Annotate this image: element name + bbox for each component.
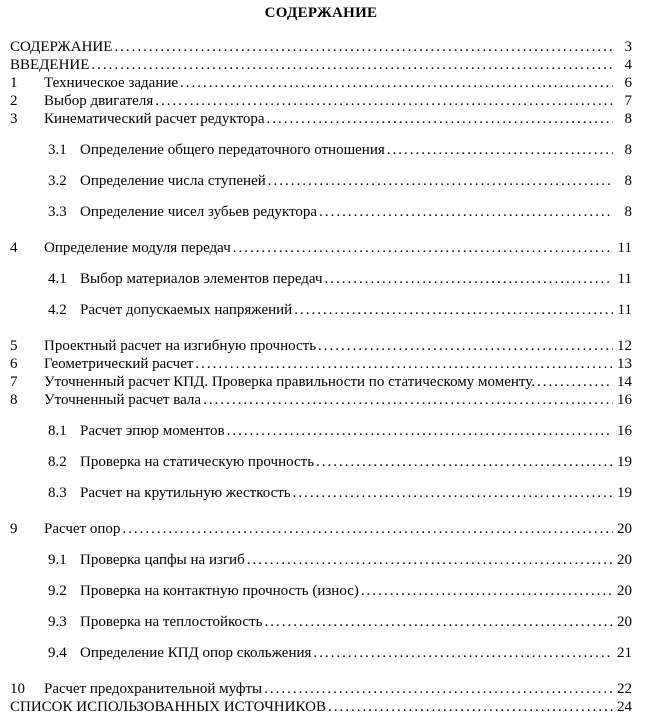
toc-entry-number: 4.1 [48, 271, 67, 287]
toc-entry-label: Определение чисел зубьев редуктора [80, 204, 318, 220]
toc-entry-page: 20 [617, 552, 632, 568]
toc-entry[interactable] [10, 373, 632, 391]
toc-entry-page: 20 [617, 583, 632, 599]
toc-dot-leader [313, 644, 613, 662]
toc-entry-number: 6 [10, 356, 18, 372]
toc-entry-number: 4 [10, 240, 18, 256]
toc-entry[interactable] [10, 203, 632, 221]
toc-entry-page: 19 [617, 454, 632, 470]
toc-entry[interactable] [10, 422, 632, 440]
toc-dot-leader [114, 38, 613, 56]
toc-entry-page: 6 [624, 75, 632, 91]
toc-dot-leader [227, 422, 613, 440]
toc-dot-leader [122, 520, 613, 538]
toc-entry-label: СПИСОК ИСПОЛЬЗОВАННЫХ ИСТОЧНИКОВ [10, 699, 326, 715]
toc-dot-leader [319, 203, 613, 221]
toc-dot-leader [264, 680, 613, 698]
toc-entry-label: Определение общего передаточного отношения [80, 142, 385, 158]
toc-entry[interactable] [10, 520, 632, 538]
toc-entry-page: 7 [624, 93, 632, 109]
toc-dot-leader [328, 698, 613, 716]
toc-entry-label: Проектный расчет на изгибную прочность [44, 338, 317, 354]
toc-dot-leader [293, 484, 613, 502]
toc-dot-leader [294, 301, 613, 319]
toc-entry[interactable] [10, 355, 632, 373]
toc-entry-label: Техническое задание [44, 75, 179, 91]
toc-entry-label: Расчет опор [44, 521, 121, 537]
toc-entry-number: 9 [10, 521, 18, 537]
toc-entry-number: 3 [10, 111, 18, 127]
toc-dot-leader [233, 239, 613, 257]
toc-dot-leader [316, 453, 613, 471]
toc-entry[interactable] [10, 239, 632, 257]
toc-entry-page: 20 [617, 521, 632, 537]
toc-entry-number: 10 [10, 681, 25, 697]
toc-dot-leader [264, 613, 613, 631]
toc-entry[interactable] [10, 74, 632, 92]
toc-entry-page: 12 [617, 338, 632, 354]
toc-entry-page: 13 [617, 356, 632, 372]
toc-entry-label: Расчет эпюр моментов [80, 423, 225, 439]
toc-entry-number: 3.3 [48, 204, 67, 220]
toc-entry-label: Расчет на крутильную жесткость [80, 485, 291, 501]
toc-dot-leader [318, 337, 613, 355]
toc-entry-number: 3.2 [48, 173, 67, 189]
toc-entry-page: 8 [624, 173, 632, 189]
toc-entry-page: 24 [617, 699, 632, 715]
toc-dot-leader [203, 391, 613, 409]
toc-entry-number: 5 [10, 338, 18, 354]
toc-entry-label: ВВЕДЕНИЕ [10, 57, 90, 73]
toc-entry-number: 8.3 [48, 485, 67, 501]
toc-dot-leader [247, 551, 613, 569]
toc-entry-label: Уточненный расчет КПД. Проверка правильности по статическому моменту. [44, 374, 536, 390]
toc-entry-page: 8 [624, 142, 632, 158]
toc-entry-number: 8 [10, 392, 18, 408]
toc-entry[interactable] [10, 391, 632, 409]
toc-entry-page: 16 [617, 392, 632, 408]
toc-entry[interactable] [10, 38, 632, 56]
toc-entry[interactable] [10, 141, 632, 159]
toc-entry-label: Расчет допускаемых напряжений [80, 302, 293, 318]
toc-dot-leader [267, 110, 613, 128]
toc-entry[interactable] [10, 484, 632, 502]
toc-entry-page: 22 [617, 681, 632, 697]
toc-dot-leader [195, 355, 613, 373]
page-title: СОДЕРЖАНИЕ [264, 5, 378, 21]
toc-entry-number: 9.4 [48, 645, 67, 661]
toc-entry-page: 11 [617, 302, 632, 318]
toc-dot-leader [387, 141, 613, 159]
toc-entry[interactable] [10, 110, 632, 128]
toc-entry[interactable] [10, 337, 632, 355]
toc-entry-number: 7 [10, 374, 18, 390]
toc-entry-label: Проверка на теплостойкость [80, 614, 263, 630]
toc-entry-number: 4.2 [48, 302, 67, 318]
toc-dot-leader [268, 172, 613, 190]
toc-entry[interactable] [10, 453, 632, 471]
toc-entry-label: Определение числа ступеней [80, 173, 266, 189]
toc-entry[interactable] [10, 644, 632, 662]
toc-entry[interactable] [10, 172, 632, 190]
toc-entry[interactable] [10, 582, 632, 600]
toc-entry-page: 19 [617, 485, 632, 501]
toc-entry-label: Проверка на статическую прочность [80, 454, 315, 470]
toc-entry[interactable] [10, 92, 632, 110]
toc-entry-label: Проверка на контактную прочность (износ) [80, 583, 359, 599]
toc-entry-label: СОДЕРЖАНИЕ [10, 39, 113, 55]
toc-entry-page: 8 [624, 111, 632, 127]
toc-dot-leader [155, 92, 613, 110]
toc-entry[interactable] [10, 680, 632, 698]
toc-entry-label: Уточненный расчет вала [44, 392, 202, 408]
toc-entry-label: Выбор материалов элементов передач [80, 271, 323, 287]
toc-entry[interactable] [10, 613, 632, 631]
toc-dot-leader [325, 270, 613, 288]
toc-entry-label: Расчет предохранительной муфты [44, 681, 263, 697]
toc-entry-page: 11 [617, 240, 632, 256]
toc-entry-label: Проверка цапфы на изгиб [80, 552, 245, 568]
toc-entry-page: 20 [617, 614, 632, 630]
toc-entry[interactable] [10, 301, 632, 319]
toc-dot-leader [180, 74, 613, 92]
toc-dot-leader [537, 373, 613, 391]
toc-entry[interactable] [10, 551, 632, 569]
toc-entry-page: 16 [617, 423, 632, 439]
toc-entry-number: 2 [10, 93, 18, 109]
toc-entry-number: 3.1 [48, 142, 67, 158]
toc-entry-number: 9.2 [48, 583, 67, 599]
toc-entry-page: 4 [624, 57, 632, 73]
toc-entry-number: 8.2 [48, 454, 67, 470]
toc-entry-label: Выбор двигателя [44, 93, 154, 109]
toc-entry-page: 21 [617, 645, 632, 661]
toc-entry[interactable] [10, 270, 632, 288]
toc-entry-label: Определение КПД опор скольжения [80, 645, 312, 661]
toc-entry[interactable] [10, 698, 632, 716]
toc-entry-label: Кинематический расчет редуктора [44, 111, 265, 127]
toc-dot-leader [91, 56, 613, 74]
toc-entry-number: 1 [10, 75, 18, 91]
toc-entry-number: 9.3 [48, 614, 67, 630]
toc-entry[interactable] [10, 56, 632, 74]
toc-entry-page: 11 [617, 271, 632, 287]
toc-list [10, 38, 632, 716]
toc-dot-leader [361, 582, 613, 600]
toc-entry-page: 8 [624, 204, 632, 220]
toc-entry-page: 3 [624, 39, 632, 55]
toc-entry-number: 8.1 [48, 423, 67, 439]
toc-entry-label: Определение модуля передач [44, 240, 231, 256]
toc-entry-page: 14 [617, 374, 632, 390]
toc-entry-number: 9.1 [48, 552, 67, 568]
toc-entry-label: Геометрический расчет [44, 356, 194, 372]
